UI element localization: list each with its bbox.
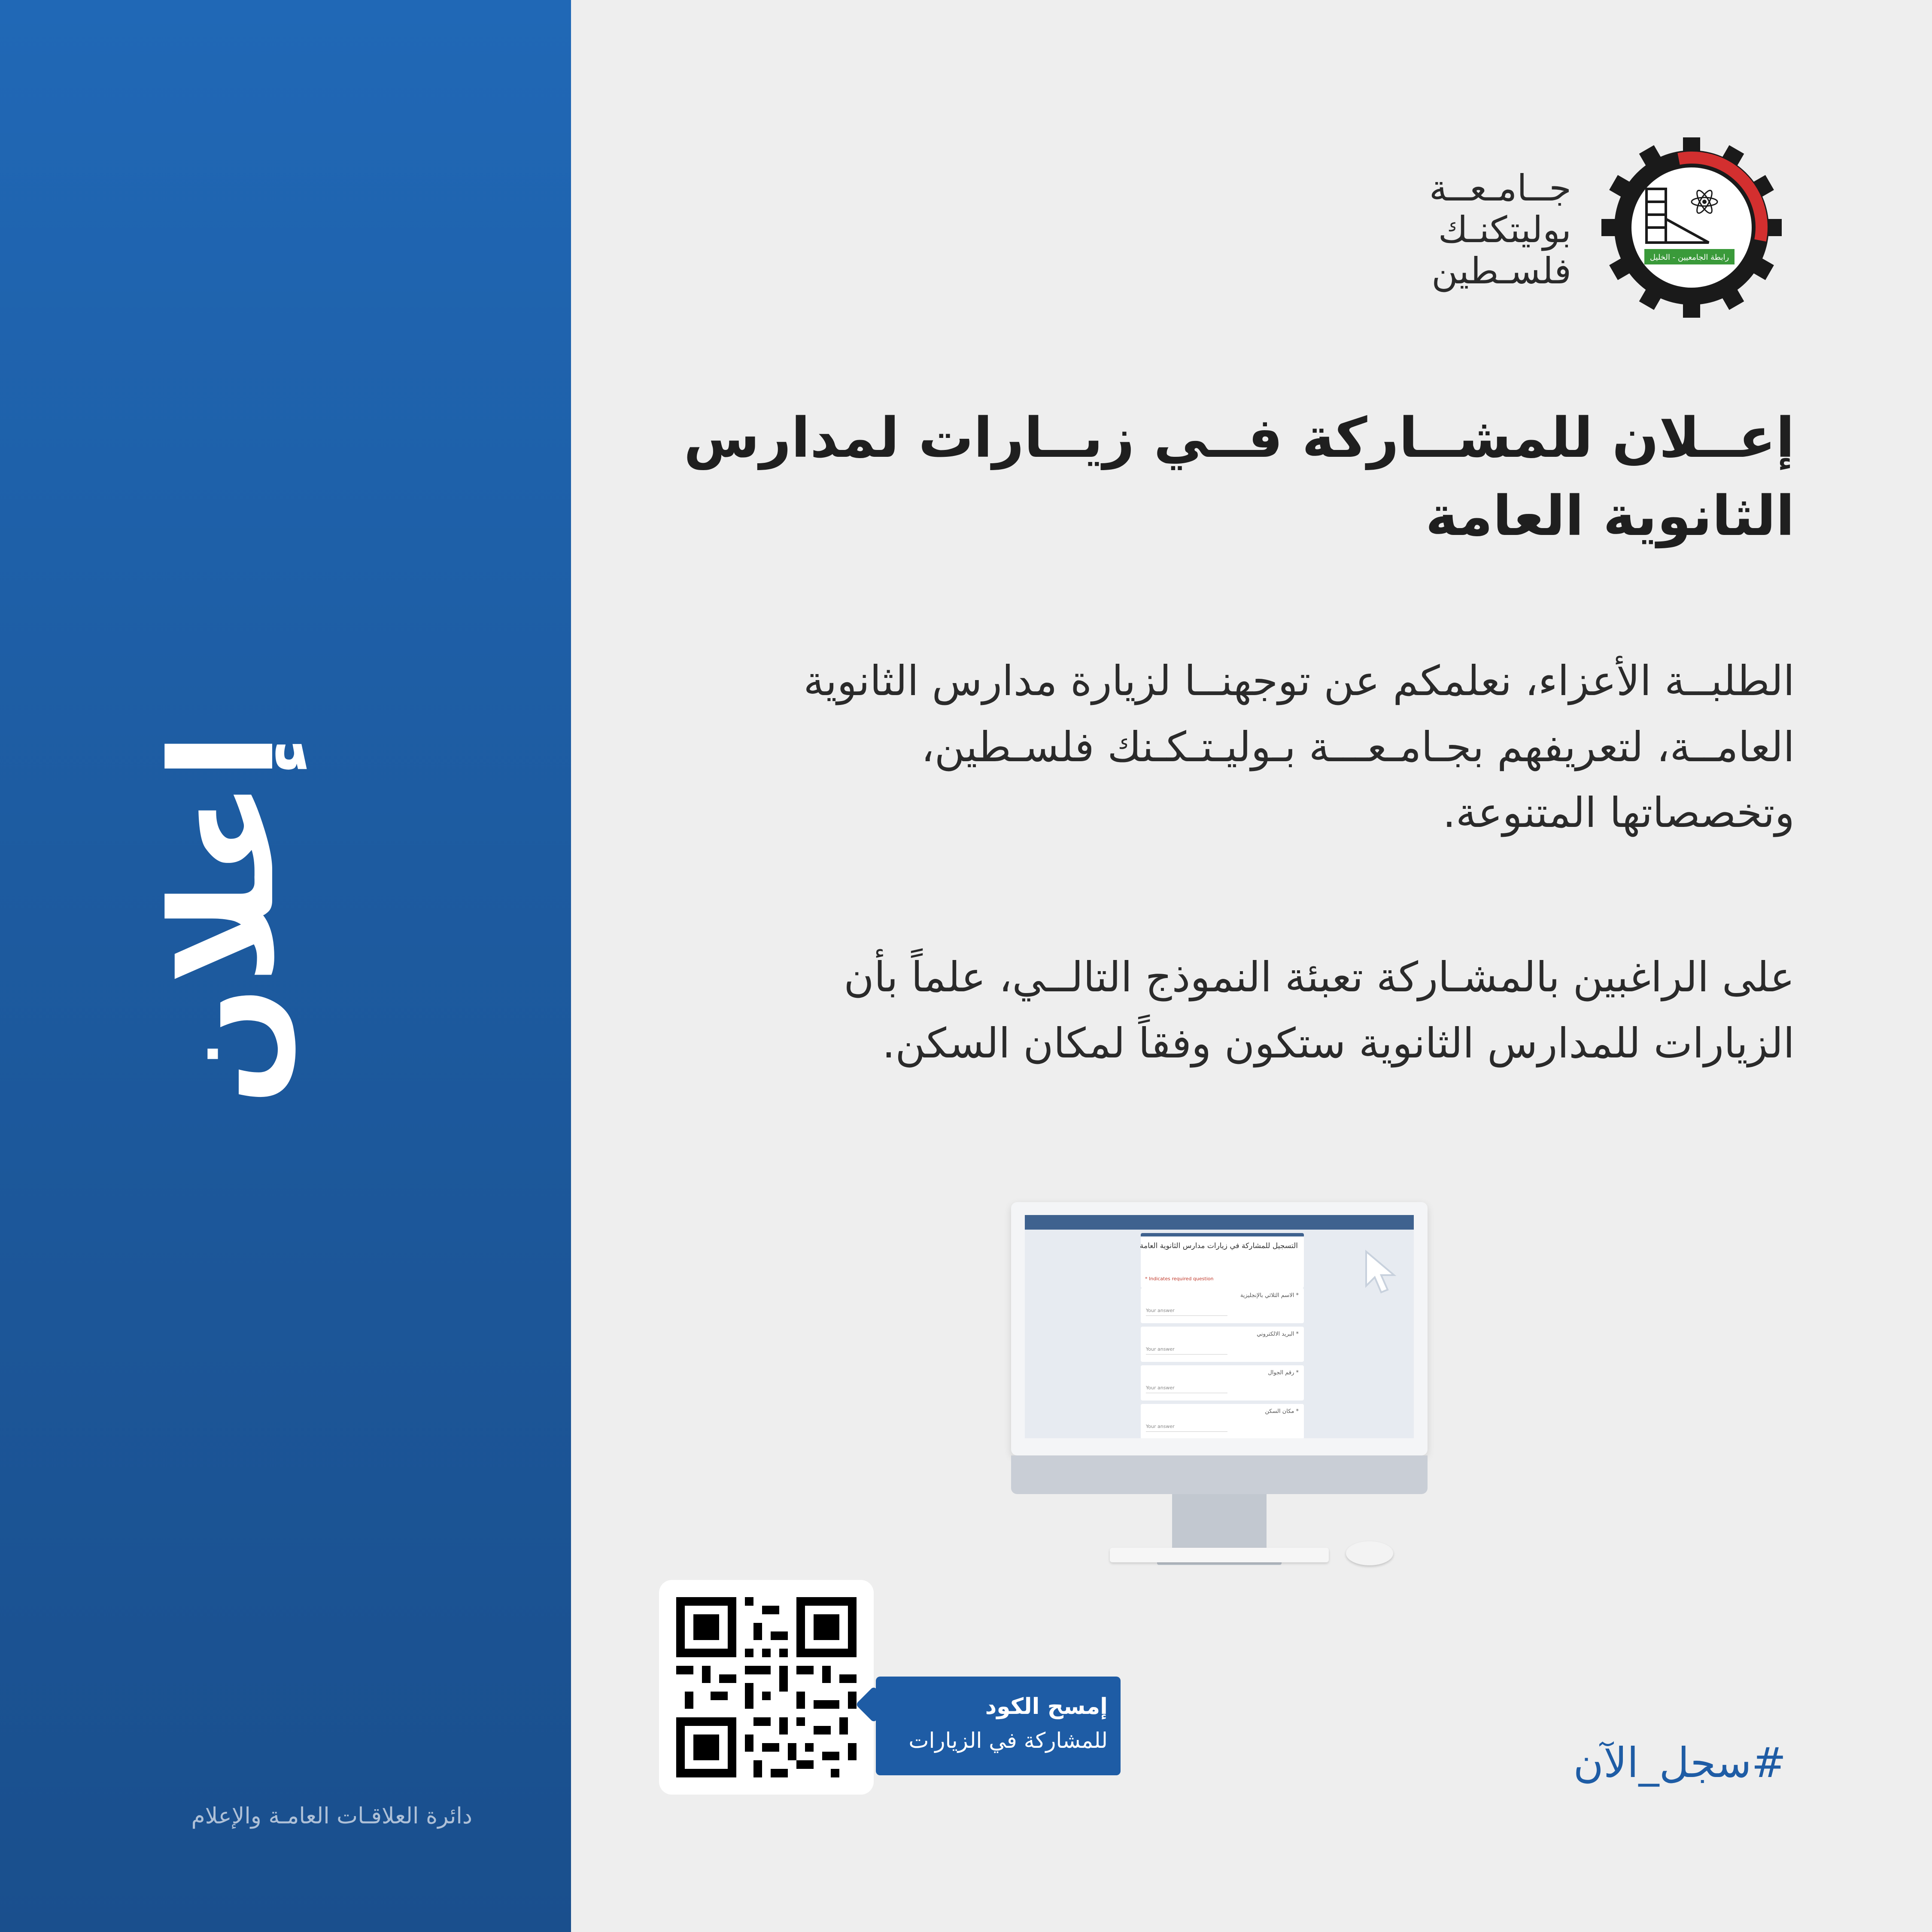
title-line1: إعــلان للمشــاركة فــي زيــارات لمدارس (683, 406, 1795, 470)
form-question-label: * البريد الالكتروني (1257, 1331, 1299, 1337)
university-name-line3: فلسـطين (1431, 250, 1571, 292)
keyboard-illustration (1110, 1548, 1329, 1562)
qr-code-card[interactable] (659, 1580, 874, 1795)
monitor-screen (1025, 1215, 1414, 1438)
monitor-chin (1011, 1455, 1428, 1494)
title-line2: الثانوية العامة (1425, 484, 1795, 548)
scan-subtitle: للمشاركة في الزيارات (908, 1728, 1108, 1753)
paragraph1-line3: وتخصصاتها المتنوعة. (1443, 789, 1795, 837)
form-question[interactable] (1141, 1404, 1304, 1438)
university-name-line1: جــامـعــة (1429, 167, 1571, 209)
paragraph2-line2: الزيارات للمدارس الثانوية ستكون وفقاً لمكان السكن. (882, 1019, 1795, 1067)
instructions-paragraph (644, 945, 1795, 1076)
paragraph1-line2: العامــة، لتعريفهم بجـامـعـــة بـوليـتـكـنك فلسـطين، (921, 723, 1795, 771)
qr-code[interactable] (676, 1597, 857, 1777)
form-answer-field[interactable]: Your answer (1146, 1424, 1175, 1429)
university-name (1357, 167, 1571, 292)
form-question[interactable] (1141, 1365, 1304, 1400)
monitor-screen-frame (1011, 1202, 1428, 1455)
university-name-line2: بوليتكنـك (1438, 208, 1571, 251)
form-question[interactable] (1141, 1327, 1304, 1362)
register-hashtag: #سجل_الآن (1573, 1739, 1786, 1787)
browser-bar (1025, 1215, 1414, 1230)
form-question-label: * مكان السكن (1265, 1408, 1299, 1415)
form-answer-field[interactable]: Your answer (1146, 1346, 1175, 1352)
form-question-label: * الاسم الثلاثي بالإنجليزية (1240, 1292, 1299, 1299)
form-answer-field[interactable]: Your answer (1146, 1308, 1175, 1313)
form-question-label: * رقم الجوال (1268, 1370, 1299, 1376)
form-header-card (1141, 1233, 1304, 1288)
department-name: دائرة العلاقـات العامـة والإعلام (191, 1803, 472, 1829)
announcement-title (644, 399, 1795, 556)
form-title: التسجيل للمشاركة في زيارات مدارس الثانوية العامة (1139, 1242, 1298, 1250)
svg-text:رابطة الجامعيين - الخليل: رابطة الجامعيين - الخليل (1649, 253, 1729, 262)
cursor-icon (1364, 1249, 1398, 1297)
intro-paragraph (644, 648, 1795, 846)
paragraph2-line1: على الراغبين بالمشـاركة تعبئة النموذج التالــي، علماً بأن (844, 953, 1795, 1001)
form-required-note: * Indicates required question (1145, 1276, 1214, 1282)
scan-instruction-tab (876, 1677, 1121, 1775)
university-logo (1597, 133, 1786, 322)
mouse-illustration (1346, 1541, 1393, 1565)
announcement-vertical-title: إعلان (141, 732, 306, 1106)
form-answer-field[interactable]: Your answer (1146, 1385, 1175, 1391)
side-panel (0, 0, 571, 1932)
form-question[interactable] (1141, 1288, 1304, 1323)
scan-title: إمسح الكود (985, 1694, 1108, 1719)
monitor-illustration (1011, 1202, 1428, 1567)
paragraph1-line1: الطلبــة الأعزاء، نعلمكم عن توجهنــا لزيارة مدارس الثانوية (803, 657, 1795, 705)
